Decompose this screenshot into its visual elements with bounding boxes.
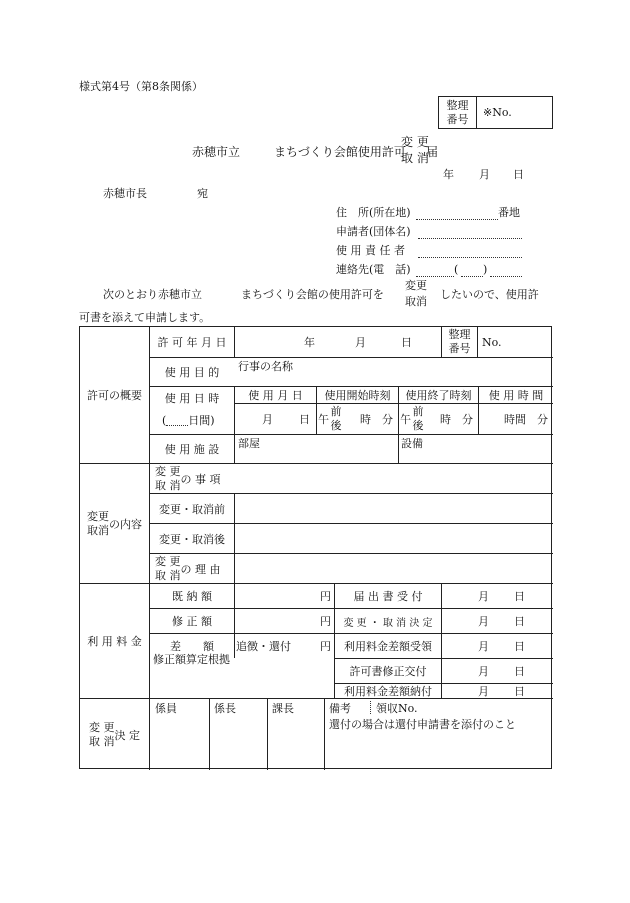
shusei-label: 修 正 額 xyxy=(172,615,212,628)
intro-henkou: 変更 xyxy=(405,279,427,292)
kettei-day: 日 xyxy=(514,615,525,628)
contact-paren-open: ( xyxy=(454,263,459,276)
kyoka-date-label: 許 可 年 月 日 xyxy=(157,336,227,349)
gyouji-name-label: 行事の名称 xyxy=(238,360,293,373)
nichiji-days-suffix: 日間) xyxy=(188,414,215,427)
row-jikou-suffix: の 事 項 xyxy=(180,472,221,486)
start-go: 午 xyxy=(318,413,329,426)
start-fun: 分 xyxy=(382,413,393,426)
row-jikou-torikeshi: 取 消 xyxy=(155,478,181,492)
seiri-label-1: 整理 xyxy=(446,98,469,112)
row-riyuu-label xyxy=(155,554,234,583)
table-seiri-1: 整理 xyxy=(448,328,471,342)
nichiji-label: 使 用 日 時 xyxy=(164,392,220,405)
start-zengo xyxy=(330,404,342,434)
tsuichou-label: 追徴・還付 xyxy=(236,640,291,653)
nichiji-days xyxy=(162,409,215,431)
address-field[interactable] xyxy=(416,219,498,220)
end-fun: 分 xyxy=(462,413,473,426)
row-riyuu-henkou: 変 更 xyxy=(155,554,181,568)
row-riyuu-suffix: の 理 由 xyxy=(180,562,221,576)
addressee-name: 赤穂市長 xyxy=(103,187,147,200)
koufu-month: 月 xyxy=(478,665,489,678)
phone-middle-field[interactable] xyxy=(461,276,483,277)
intro-part3: したいので、使用許 xyxy=(440,288,539,301)
sagaku-juryou-label: 利用料金差額受領 xyxy=(344,640,432,653)
mae-field[interactable] xyxy=(235,494,553,523)
sagaku-yen: 円 xyxy=(320,640,331,653)
table-seiri-label xyxy=(442,327,477,357)
shusei-yen: 円 xyxy=(320,615,331,628)
kettei-label xyxy=(80,699,149,770)
todoke-month: 月 xyxy=(478,590,489,603)
contact-paren-close: ) xyxy=(483,263,488,276)
kachou-label: 課長 xyxy=(272,702,294,715)
kyoka-date-month: 月 xyxy=(355,336,366,349)
naiyou-label xyxy=(80,464,149,583)
sagaku-nounyu-label: 利用料金差額納付 xyxy=(344,685,432,698)
end-zengo xyxy=(412,404,424,434)
manager-field[interactable] xyxy=(418,257,522,258)
address-label: 住 所(所在地) xyxy=(336,206,411,219)
shisetsu-label: 使 用 施 設 xyxy=(164,443,220,456)
mokuteki-label: 使 用 目 的 xyxy=(164,366,220,379)
end-go: 午 xyxy=(400,413,411,426)
kinou-label: 既 納 額 xyxy=(172,590,212,603)
use-month: 月 xyxy=(262,413,273,426)
seiri-box xyxy=(438,96,553,129)
date-day: 日 xyxy=(513,168,524,181)
phone-area-field[interactable] xyxy=(416,276,454,277)
kyokasho-koufu-label: 許可書修正交付 xyxy=(349,665,427,678)
intro-part2: まちづくり会館の使用許可を xyxy=(241,288,384,301)
seiri-label-2: 番号 xyxy=(446,112,469,126)
end-zen: 前 xyxy=(412,405,424,419)
address-suffix: 番地 xyxy=(498,206,520,219)
todoke-day: 日 xyxy=(514,590,525,603)
nounyu-month: 月 xyxy=(478,685,489,698)
row-riyuu-torikeshi: 取 消 xyxy=(155,568,181,582)
bikou-separator xyxy=(370,701,371,714)
title-henkou: 変 更 xyxy=(401,135,429,149)
row-jikou-henkou: 変 更 xyxy=(155,464,181,478)
ryoushu-label: 領収No. xyxy=(376,702,418,715)
row-mae-label: 変更・取消前 xyxy=(159,502,225,516)
contact-label: 連絡先(電 話) xyxy=(336,263,411,276)
kettei-henkou: 変 更 xyxy=(89,720,115,734)
juryou-day: 日 xyxy=(514,640,525,653)
ato-field[interactable] xyxy=(235,524,553,553)
ryoukin-label: 利 用 料 金 xyxy=(87,635,142,648)
sagaku-label: 差 額 xyxy=(170,640,214,653)
duration-jikan: 時間 xyxy=(504,413,526,426)
henkou-kettei-label: 変 更 ・ 取 消 決 定 xyxy=(343,617,433,629)
date-month: 月 xyxy=(479,168,490,181)
phone-number-field[interactable] xyxy=(490,276,522,277)
title-torikeshi: 取 消 xyxy=(401,151,429,165)
intro-part1: 次のとおり赤穂市立 xyxy=(103,288,202,301)
kettei-suffix: 決 定 xyxy=(114,728,140,742)
konkyo-label: 修正額算定根拠 xyxy=(153,653,230,666)
naiyou-henkou: 変更 xyxy=(87,509,109,523)
kettei-month: 月 xyxy=(478,615,489,628)
use-day: 日 xyxy=(299,413,310,426)
intro-torikeshi: 取消 xyxy=(405,295,427,308)
end-ji: 時 xyxy=(440,413,451,426)
kyoka-date-year: 年 xyxy=(304,336,315,349)
table-seiri-no[interactable]: No. xyxy=(482,335,502,349)
row-jikou-label xyxy=(155,464,234,493)
start-ji: 時 xyxy=(360,413,371,426)
seiri-number[interactable]: ※No. xyxy=(477,97,553,129)
addressee-ate: 宛 xyxy=(197,187,208,200)
kakarichou-label: 係長 xyxy=(214,702,236,715)
title-prefix: 赤穂市立 xyxy=(192,145,241,159)
jikou-field[interactable] xyxy=(235,464,553,493)
nounyu-day: 日 xyxy=(514,685,525,698)
bikou-label: 備考 xyxy=(329,702,351,715)
juryou-month: 月 xyxy=(478,640,489,653)
kettei-torikeshi: 取 消 xyxy=(89,734,115,748)
kyoka-date-day: 日 xyxy=(401,336,412,349)
kinou-yen: 円 xyxy=(320,590,331,603)
nichiji-days-field[interactable] xyxy=(166,414,188,426)
todoke-uketsuke-label: 届 出 書 受 付 xyxy=(353,590,423,603)
setsubi-label: 設備 xyxy=(401,437,423,450)
row-ato-label: 変更・取消後 xyxy=(159,532,225,546)
intro-line2: 可書を添えて申請します。 xyxy=(79,311,211,324)
heya-label: 部屋 xyxy=(238,437,260,450)
title-suffix: 届 xyxy=(426,145,439,159)
applicant-label: 申請者(団体名) xyxy=(336,225,411,238)
nichiji-paren: ( xyxy=(162,413,167,427)
end-ato: 後 xyxy=(412,419,424,432)
naiyou-torikeshi: 取消 xyxy=(87,523,109,537)
naiyou-suffix: の内容 xyxy=(109,517,142,531)
title-main: まちづくり会館使用許可 xyxy=(274,145,406,159)
riyuu-field[interactable] xyxy=(235,554,553,583)
applicant-field[interactable] xyxy=(418,238,522,239)
head-end: 使用終了時刻 xyxy=(405,389,472,402)
head-start: 使用開始時刻 xyxy=(324,389,391,402)
kanpu-note: 還付の場合は還付申請書を添付のこと xyxy=(329,718,516,731)
manager-label: 使 用 責 任 者 xyxy=(336,244,405,257)
start-zen: 前 xyxy=(330,405,342,419)
start-ato: 後 xyxy=(330,419,342,432)
application-table xyxy=(79,326,552,769)
koufu-day: 日 xyxy=(514,665,525,678)
duration-fun: 分 xyxy=(537,413,548,426)
head-duration: 使 用 時 間 xyxy=(488,389,544,402)
date-year: 年 xyxy=(443,168,454,181)
head-date: 使 用 月 日 xyxy=(248,389,303,402)
kyoka-gaiyou-label: 許可の概要 xyxy=(87,389,142,402)
kakariin-label: 係員 xyxy=(155,702,177,715)
table-seiri-2: 番号 xyxy=(448,342,471,355)
form-number: 様式第4号（第8条関係） xyxy=(79,80,203,93)
